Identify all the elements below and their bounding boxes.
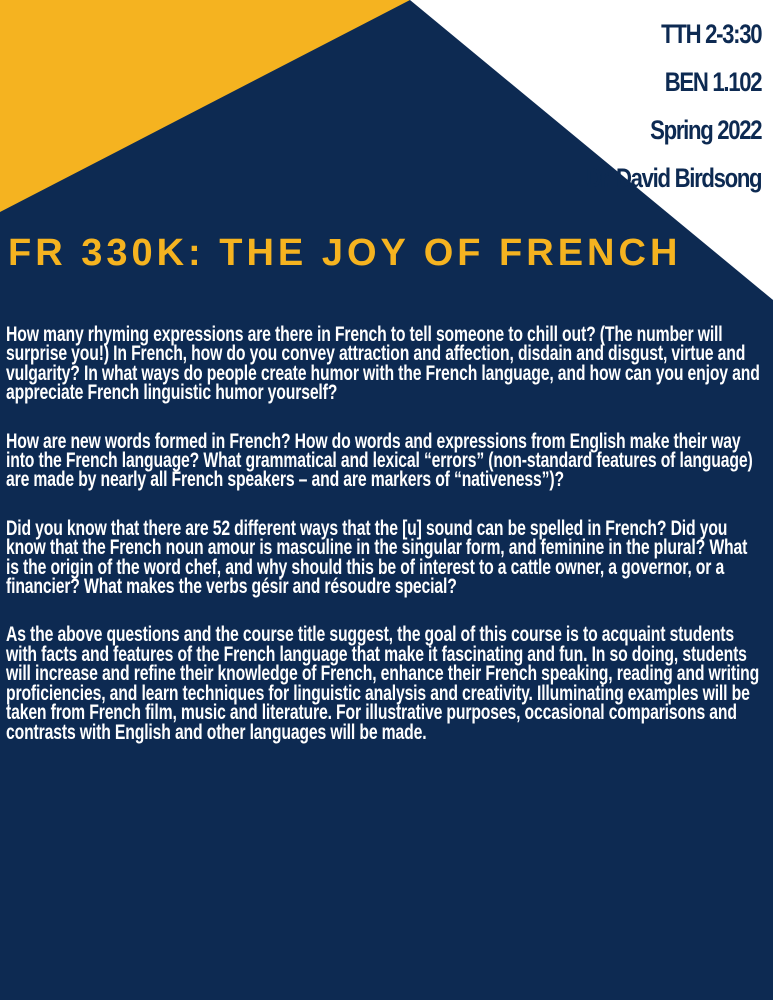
description-paragraph-4: As the above questions and the course title suggest, the goal of this course is to acquaint students with facts and features of the French language that make it fascinating and fun. In so doing, students will increase and refine their knowledge of French, enhance their French speaking, reading and writing proficiencies, and learn techniques for linguistic analysis and creativity. Illuminating examples will be taken from French film, music and literature. For illustrative purposes, occasional comparisons and contrasts with English and other languages will be made. — [6, 623, 760, 744]
instructor-text: Dr. David Birdsong — [585, 163, 761, 193]
description-paragraph-1: How many rhyming expressions are there in French to tell someone to chill out? (The number will surprise you!) In French, how do you convey attraction and affection, disdain and disgust, virtue and vulgarity? In what ways do people create humor with the French language, and how can you enjoy and appreciate French linguistic humor yourself? — [6, 323, 760, 405]
term-text: Spring 2022 — [649, 115, 761, 145]
course-description — [6, 325, 764, 771]
description-paragraph-3: Did you know that there are 52 different ways that the [u] sound can be spelled in French? Did you know that the French noun amour is masculine in the singular form, and feminine in the plural? What is the origin of the word chef, and why should this be of interest to a cattle owner, a governor, or a financier? What makes the verbs gésir and résoudre special? — [6, 516, 748, 599]
course-info-block — [547, 10, 761, 202]
course-title: FR 330K: THE JOY OF FRENCH — [8, 232, 682, 274]
room-text: BEN 1.102 — [664, 67, 761, 97]
description-paragraph-2: How are new words formed in French? How do words and expressions from English make their way into the French language? What grammatical and lexical “errors” (non-standard features of language) are made by nearly all French speakers – and are markers of “nativeness”)? — [6, 429, 753, 492]
schedule-text: TTH 2-3:30 — [660, 19, 761, 49]
